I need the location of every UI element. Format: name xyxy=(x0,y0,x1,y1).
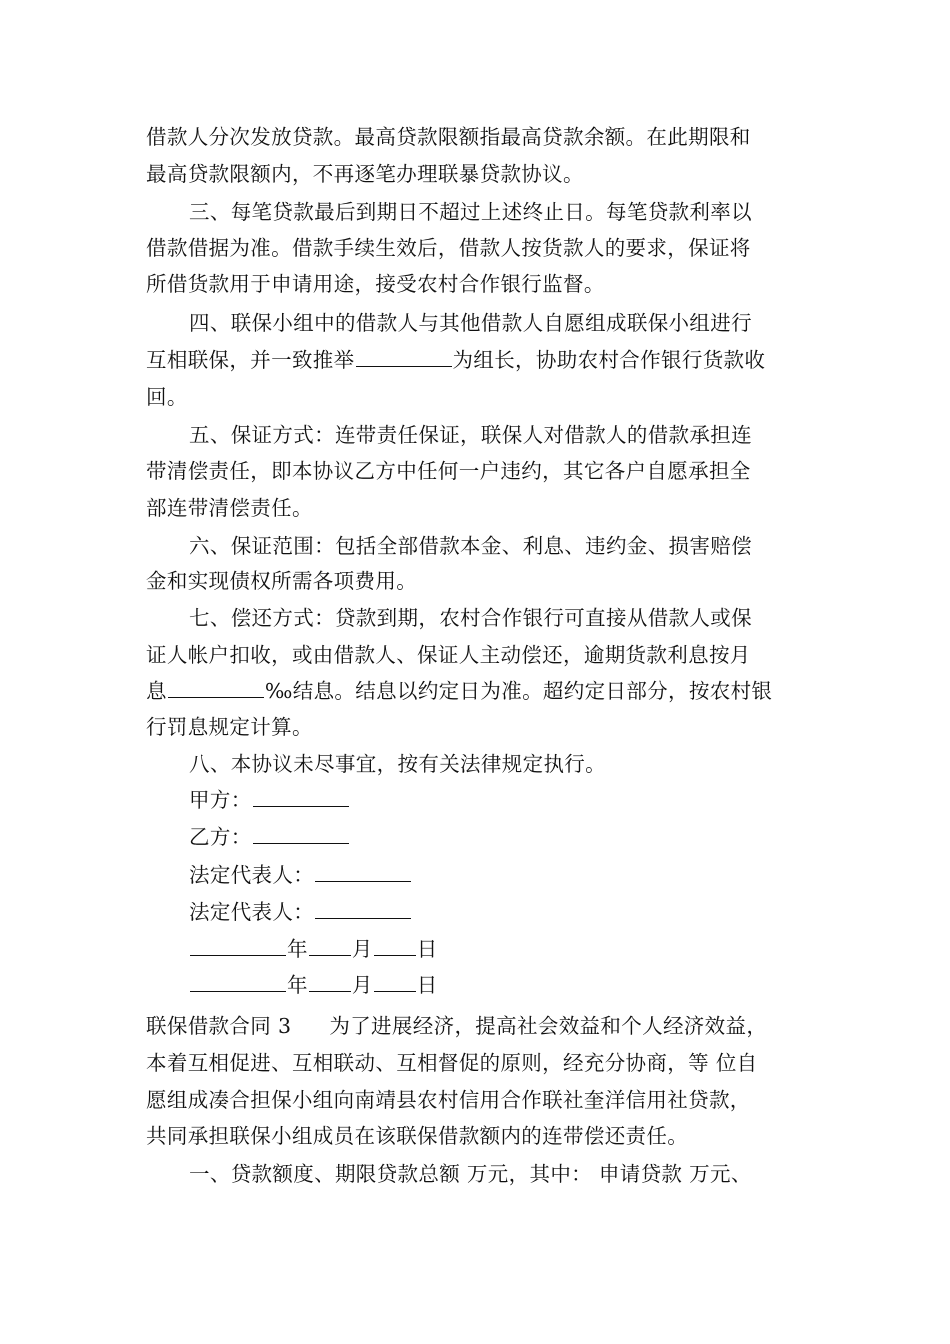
label-year: 年 xyxy=(287,937,308,961)
text-line: 证人帐户扣收，或由借款人、保证人主动偿还，逾期货款利息按月 xyxy=(146,643,751,667)
text-line: 愿组成凑合担保小组向南靖县农村信用合作联社奎洋信用社贷款， xyxy=(146,1088,751,1112)
label-day: 日 xyxy=(416,973,438,997)
text-segment: 为组长，协助农村合作银行货款收 xyxy=(452,348,766,372)
text-line: 本着互相促进、互相联动、互相督促的原则，经充分协商，等 位自 xyxy=(146,1051,758,1075)
label: 甲方： xyxy=(189,788,252,812)
text-line: 借款人分次发放贷款。最高贷款限额指最高贷款余额。在此期限和 xyxy=(146,125,751,149)
text-segment: 息 xyxy=(146,679,167,703)
text-line: 借款借据为准。借款手续生效后，借款人按货款人的要求，保证将 xyxy=(146,236,751,260)
blank-field-day xyxy=(374,935,416,956)
label-month: 月 xyxy=(351,937,373,961)
blank-field-year xyxy=(190,935,286,956)
text-line: 带清偿责任，即本协议乙方中任何一户违约，其它各户自愿承担全 xyxy=(146,459,751,483)
blank-field-party-b xyxy=(253,823,349,844)
blank-field-month xyxy=(309,971,351,992)
paragraph-1-start: 一、贷款额度、期限贷款总额 万元，其中： 申请贷款 万元、 xyxy=(189,1162,752,1186)
text-line: 部连带清偿责任。 xyxy=(146,496,313,520)
paragraph-7-start: 七、偿还方式：贷款到期，农村合作银行可直接从借款人或保 xyxy=(189,606,752,630)
label-month: 月 xyxy=(351,973,373,997)
paragraph-8: 八、本协议未尽事宜，按有关法律规定执行。 xyxy=(189,752,606,776)
signature-legal-rep-1 xyxy=(189,861,869,889)
text-segment: ‰结息。结息以约定日为准。超约定日部分，按农村银 xyxy=(264,679,773,703)
text-line: 共同承担联保小组成员在该联保借款额内的连带偿还责任。 xyxy=(146,1124,689,1148)
paragraph-5-start: 五、保证方式：连带责任保证，联保人对借款人的借款承担连 xyxy=(189,423,752,447)
blank-field-interest-rate xyxy=(168,677,264,698)
label-year: 年 xyxy=(287,973,308,997)
blank-field-year xyxy=(190,971,286,992)
blank-field-day xyxy=(374,971,416,992)
blank-field-party-a xyxy=(253,786,349,807)
contract-title: 联保借款合同 3 xyxy=(146,1014,292,1038)
signature-party-a xyxy=(189,786,869,814)
signature-party-b xyxy=(189,823,869,851)
text-line: 所借货款用于申请用途，接受农村合作银行监督。 xyxy=(146,272,605,296)
text-segment: 互相联保，并一致推举 xyxy=(146,348,355,372)
text-line: 回。 xyxy=(146,385,188,409)
paragraph-4-start: 四、联保小组中的借款人与其他借款人自愿组成联保小组进行 xyxy=(189,311,752,335)
text-line: 行罚息规定计算。 xyxy=(146,715,313,739)
label: 乙方： xyxy=(189,825,252,849)
paragraph-6-start: 六、保证范围：包括全部借款本金、利息、违约金、损害赔偿 xyxy=(189,534,752,558)
blank-field-leader xyxy=(356,346,452,367)
text-line: 金和实现债权所需各项费用。 xyxy=(146,569,418,593)
signature-legal-rep-2 xyxy=(189,898,869,926)
text-segment: 为了进展经济，提高社会效益和个人经济效益， xyxy=(329,1014,768,1038)
blank-field-legal-rep-1 xyxy=(315,861,411,882)
paragraph-3-start: 三、每笔贷款最后到期日不超过上述终止日。每笔贷款利率以 xyxy=(189,200,752,224)
label: 法定代表人： xyxy=(189,900,315,924)
date-line-1 xyxy=(189,935,869,963)
text-line: 最高贷款限额内，不再逐笔办理联暴贷款协议。 xyxy=(146,162,584,186)
blank-field-legal-rep-2 xyxy=(315,898,411,919)
text-line-with-blank xyxy=(146,346,826,374)
contract-3-heading-line xyxy=(146,1012,826,1040)
label-day: 日 xyxy=(416,937,438,961)
text-line-with-blank xyxy=(146,677,826,705)
blank-field-month xyxy=(309,935,351,956)
label: 法定代表人： xyxy=(189,863,315,887)
date-line-2 xyxy=(189,971,869,999)
